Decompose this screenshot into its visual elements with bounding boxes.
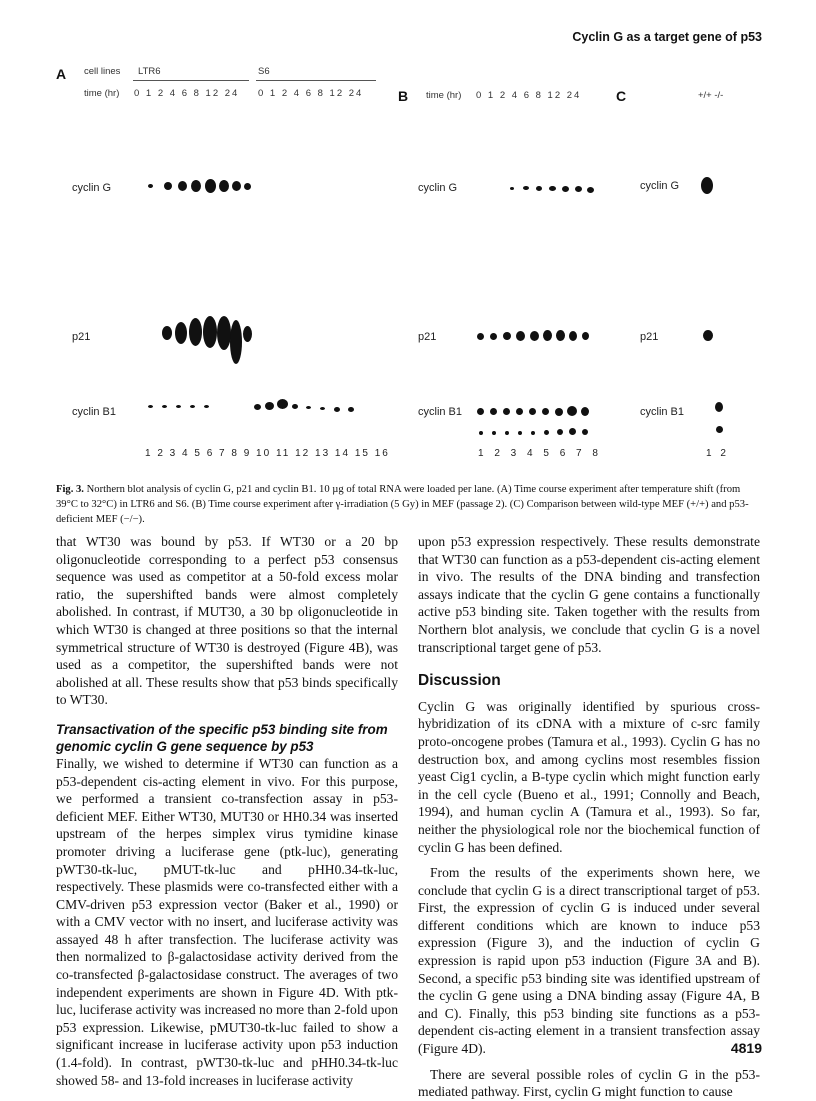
panel-a-label: A (56, 66, 67, 82)
band (265, 402, 274, 410)
band (567, 406, 577, 416)
band (178, 181, 187, 191)
section-heading-transactivation: Transactivation of the specific p53 binding site from genomic cyclin G gene sequence by p53 (56, 721, 388, 754)
ltr6-underline (133, 80, 249, 81)
band (518, 431, 522, 435)
band (292, 404, 298, 409)
band (556, 330, 565, 341)
band (703, 330, 713, 341)
band (244, 183, 251, 190)
band (549, 186, 556, 191)
row-label-cyclin-g-c: cyclin G (640, 180, 680, 192)
lane-numbers-c: 1 2 (706, 448, 729, 459)
band (479, 431, 483, 435)
panel-b-label: B (398, 88, 409, 104)
row-label-cyclin-g-a: cyclin G (72, 182, 112, 194)
panel-c-label: C (616, 88, 627, 104)
right-paragraph-2: Cyclin G was originally identified by spurious cross-hybridization of its cDNA with a mixture of c-src family proto-oncogene probes (Tamura et al., 1993). Cyclin G has no destruction box, and among cyclins most resembles fission yeast Cig1 cyclin, a B-type cyclin which might function early in the cell cycle (Bueno et al., 1991; Connolly and Beach, 1994), and human cyclin A (Tamura et al., 1993). So far, neither the physiological role nor the biochemical function of cyclin G has been defined. (418, 698, 760, 855)
row-label-cyclin-b1-a: cyclin B1 (72, 406, 117, 418)
band (569, 331, 577, 341)
band (204, 405, 209, 408)
band (203, 316, 217, 348)
band (230, 320, 242, 364)
band (569, 428, 576, 435)
band (217, 316, 231, 350)
band (716, 426, 723, 433)
band (320, 407, 325, 410)
page-number: 4819 (730, 1040, 762, 1056)
band (277, 399, 288, 409)
row-label-cyclin-g-b: cyclin G (418, 182, 458, 194)
band (189, 318, 202, 346)
band (587, 187, 594, 193)
row-label-p21-a: p21 (72, 331, 91, 343)
right-paragraph-1: upon p53 expression respectively. These results demonstrate that WT30 can function as a p53-dependent cis-acting element in vivo. The results of the DNA binding and transfection assays indicate that the cyclin G gene contains a functionally active p53 binding site. Taken together with the results from Northern blot analysis, we conclude that cyclin G is a novel transcriptional target gene of p53. (418, 534, 760, 655)
band (542, 408, 549, 415)
band (306, 406, 311, 409)
band (701, 177, 713, 194)
figure-caption (56, 482, 762, 527)
caption-label: Fig. 3. (56, 484, 84, 495)
band (715, 402, 723, 412)
s6-underline (256, 80, 376, 81)
band (582, 332, 589, 340)
band (492, 431, 496, 435)
band (582, 429, 588, 435)
cell-line-ltr6: LTR6 (138, 66, 161, 77)
right-paragraph-4: There are several possible roles of cyclin G in the p53-mediated pathway. First, cyclin G might function to cause (418, 1066, 760, 1100)
band (477, 333, 484, 340)
band (510, 187, 514, 190)
band (555, 408, 563, 416)
row-label-p21-c: p21 (640, 331, 659, 343)
row-label-cyclin-b1-b: cyclin B1 (418, 406, 463, 418)
cell-line-s6: S6 (258, 66, 270, 77)
band (205, 179, 216, 193)
band (348, 407, 354, 412)
band (503, 332, 511, 340)
band (516, 331, 525, 341)
band (148, 405, 153, 408)
band (544, 430, 549, 435)
band (531, 431, 535, 435)
band (581, 407, 589, 416)
band (543, 330, 552, 341)
time-label-a: time (hr) (84, 88, 120, 99)
band (503, 408, 510, 415)
left-paragraph-2: Finally, we wished to determine if WT30 can function as a p53-dependent cis-acting element in vivo. For this purpose, we performed a transient co-transfection assay in p53-deficient MEF. Either WT30, MUT30 or HH0.34 was inserted upstream of the herpes simplex virus tymidine kinase promoter driving a luciferase gene (ptk-luc), generating pWT30-tk-luc, pMUT-tk-luc and pHH0.34-tk-luc, respectively. These plasmids were co-transfected either with a CMV-driven p53 expression vector (Baker et al., 1990) or with a CMV vector with no insert, and luciferase activity was assayed 48 h after transfection. The luciferase activity was then normalized to β-galactosidase activity derived from the co-transfected β-galactosidase construct. The averages of two independent experiments are shown in Figure 4D. With ptk-luc, luciferase activity was increased no more than 2-fold upon p53 expression. Likewise, pMUT30-tk-luc failed to show a significant increase in luciferase activity upon p53 induction (1.4-fold). In contrast, pWT30-tk-luc and pHH0.34-tk-luc showed 58- and 13-fold increases in luciferase activity (56, 755, 398, 1088)
band (162, 405, 167, 408)
row-label-p21-b: p21 (418, 331, 437, 343)
band (529, 408, 536, 415)
band (557, 429, 563, 435)
band (575, 186, 582, 192)
band (334, 407, 340, 412)
band (176, 405, 181, 408)
band (162, 326, 172, 340)
band (516, 408, 523, 415)
band (536, 186, 542, 191)
band (190, 405, 195, 408)
band (175, 322, 187, 344)
left-column (56, 533, 398, 1089)
band (477, 408, 484, 415)
right-column (418, 533, 760, 1101)
band (148, 184, 153, 188)
cell-lines-label: cell lines (84, 66, 121, 77)
left-paragraph-1: that WT30 was bound by p53. If WT30 or a 20 bp oligonucleotide corresponding to a perfect p53 consensus sequence was used as competitor at a 50-fold excess molar ratio, the supershifted bands were almost completely abolished. In contrast, if MUT30, a 30 bp oligonucleotide in which WT30 is changed at three positions so that the internal symmetrical structure of WT30 is destroyed (Figure 4B), was used as a competitor, the supershifted bands were not abolished at all. These results show that p53 binds specifically to WT30. (56, 534, 398, 708)
time-points-ltr6: 0 1 2 4 6 8 12 24 (134, 88, 240, 99)
band (562, 186, 569, 192)
genotype-labels: +/+ -/- (698, 90, 724, 101)
time-points-b: 0 1 2 4 6 8 12 24 (476, 90, 582, 101)
lane-numbers-b: 1 2 3 4 5 6 7 8 (478, 448, 602, 459)
right-paragraph-3: From the results of the experiments shown here, we conclude that cyclin G is a direct transcriptional target of p53. First, the expression of cyclin G is induced under several different conditions which are known to induce p53 expression (Figure 3), and the induction of cyclin G expression is rapid upon p53 induction (Figure 3A and B). Second, a specific p53 binding site was identified upstream of the cyclin G gene using a DNA binding assay (Figure 4A, B and C). Finally, this p53 binding site functions as a p53-dependent cis-acting element in a transient transfection assay (Figure 4D). (418, 865, 760, 1057)
band (254, 404, 261, 410)
band (490, 408, 497, 415)
running-head: Cyclin G as a target gene of p53 (572, 30, 762, 44)
time-points-s6: 0 1 2 4 6 8 12 24 (258, 88, 364, 99)
caption-text: Northern blot analysis of cyclin G, p21 and cyclin B1. 10 µg of total RNA were loaded per lane. (A) Time course experiment after temperature shift (from 39°C to 32°C) in LTR6 and S6. (B) Time course experiment after γ-irradiation (5 Gy) in MEF (passage 2). (C) Comparison between wild-type MEF (+/+) and p53-deficient MEF (−/−). (56, 484, 749, 525)
row-label-cyclin-b1-c: cyclin B1 (640, 406, 685, 418)
northern-blot-figure (0, 0, 816, 480)
time-label-b: time (hr) (426, 90, 462, 101)
lane-numbers-a: 1 2 3 4 5 6 7 8 9 10 11 12 13 14 15 16 (145, 448, 390, 459)
band (490, 333, 497, 340)
band (232, 181, 241, 191)
band (243, 326, 252, 342)
band (530, 331, 539, 341)
band (505, 431, 509, 435)
band (523, 186, 529, 190)
band (191, 180, 201, 192)
section-heading-discussion: Discussion (418, 672, 501, 690)
band (164, 182, 172, 190)
band (219, 180, 229, 192)
